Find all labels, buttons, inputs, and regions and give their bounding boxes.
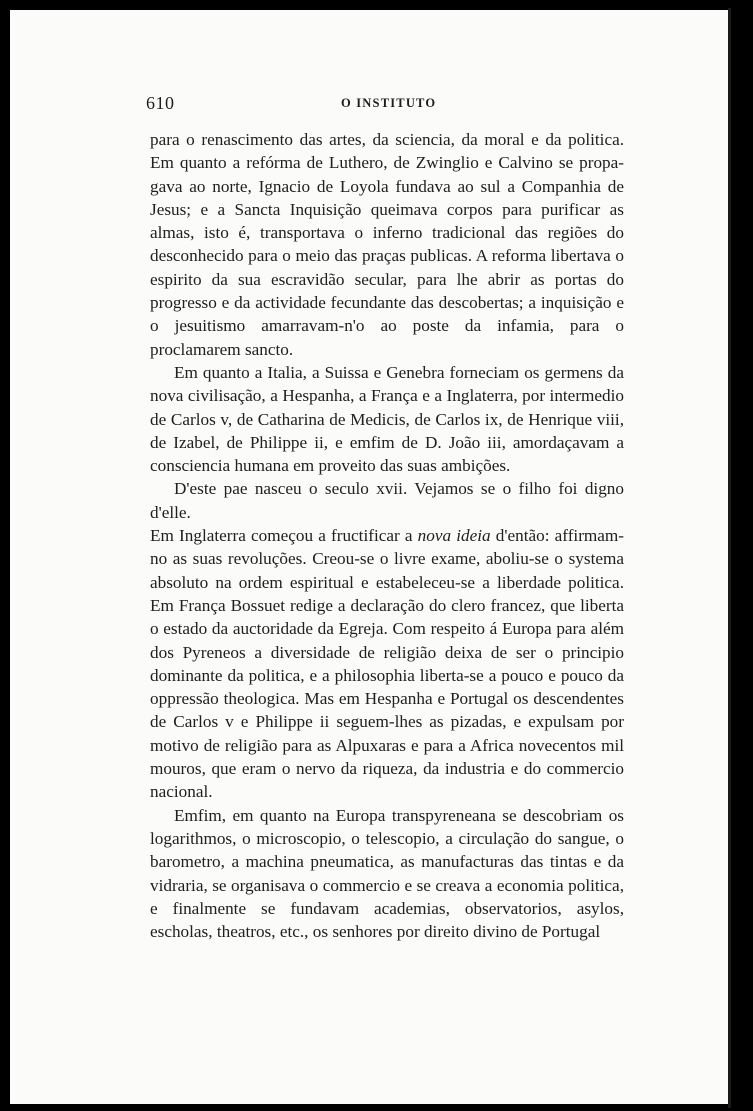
paragraph-4-rest: d'então: affirmam-no as suas revoluções. Creou-se o livre exame, aboliu-se o systema absoluto na ordem espiritual e estabeleceu-se a liberdade politica. Em França Bossuet redige a declaração do clero francez, que liberta o estado da auctoridade da Egreja. Com respeito á Europa para além dos Pyreneos a diversidade de religião deixa de ser o principio dominante da politica, e a philosophia liberta-se a pouco e pouco da oppressão theologica. Mas em Hespanha e Portugal os descendentes de Carlos v e Philippe ii seguem-lhes as pizadas, e expulsam por motivo de religião para as Alpuxaras e para a Africa novecentos mil mouros, que eram o nervo da riqueza, da industria e do commercio nacional. (150, 526, 625, 802)
paragraph-1: para o renascimento das artes, da sciencia, da moral e da politica. Em quanto a refórma de Luthero, de Zwinglio e Calvino se propagava ao norte, Ignacio de Loyola fundava ao sul a Companhia de Jesus; e a Sancta Inquisição queimava corpos para purificar as almas, isto é, transportava o inferno tradicional das regiões do desconhecido para o meio das praças publicas. A reforma libertava o espirito da sua escravidão secular, para lhe abrir as portas do progresso e da actividade fecundante das descobertas; a inquisição e o jesuitismo amarravam-n'o ao poste da infamia, para o proclamarem sancto. (150, 130, 624, 359)
paragraph-5: Emfim, em quanto na Europa transpyreneana se descobriam os logarithmos, o microscopio, o telescopio, a circulação do sangue, o barometro, a machina pneumatica, as manufacturas das tintas e da vidraria, se organisava o commercio e se creava a economia politica, e finalmente se fundavam academias, observatorios, asylos, escholas, theatros, etc., os senhores por direito divino de Portugal (150, 805, 624, 942)
body-text (150, 128, 624, 943)
running-header (146, 93, 622, 115)
paragraph-4 (150, 524, 624, 804)
paragraph-4-start: Em Inglaterra começou a fructificar a (150, 526, 418, 546)
running-title: O INSTITUTO (341, 96, 437, 110)
page-edge-shadow (728, 8, 731, 1108)
paragraph-3: D'este pae nasceu o seculo xvii. Vejamos se o filho foi digno d'elle. (150, 479, 624, 522)
paragraph-2: Em quanto a Italia, a Suissa e Genebra forneciam os germens da nova civilisação, a Hespanha, a França e a Inglaterra, por intermedio de Carlos v, de Catharina de Medicis, de Carlos ix, de Henrique viii, de Izabel, de Philippe ii, e emfim de D. João iii, amordaçavam a consciencia humana em proveito das suas ambições. (150, 362, 624, 476)
italic-phrase: nova ideia (417, 526, 491, 546)
page-number: 610 (146, 93, 175, 113)
